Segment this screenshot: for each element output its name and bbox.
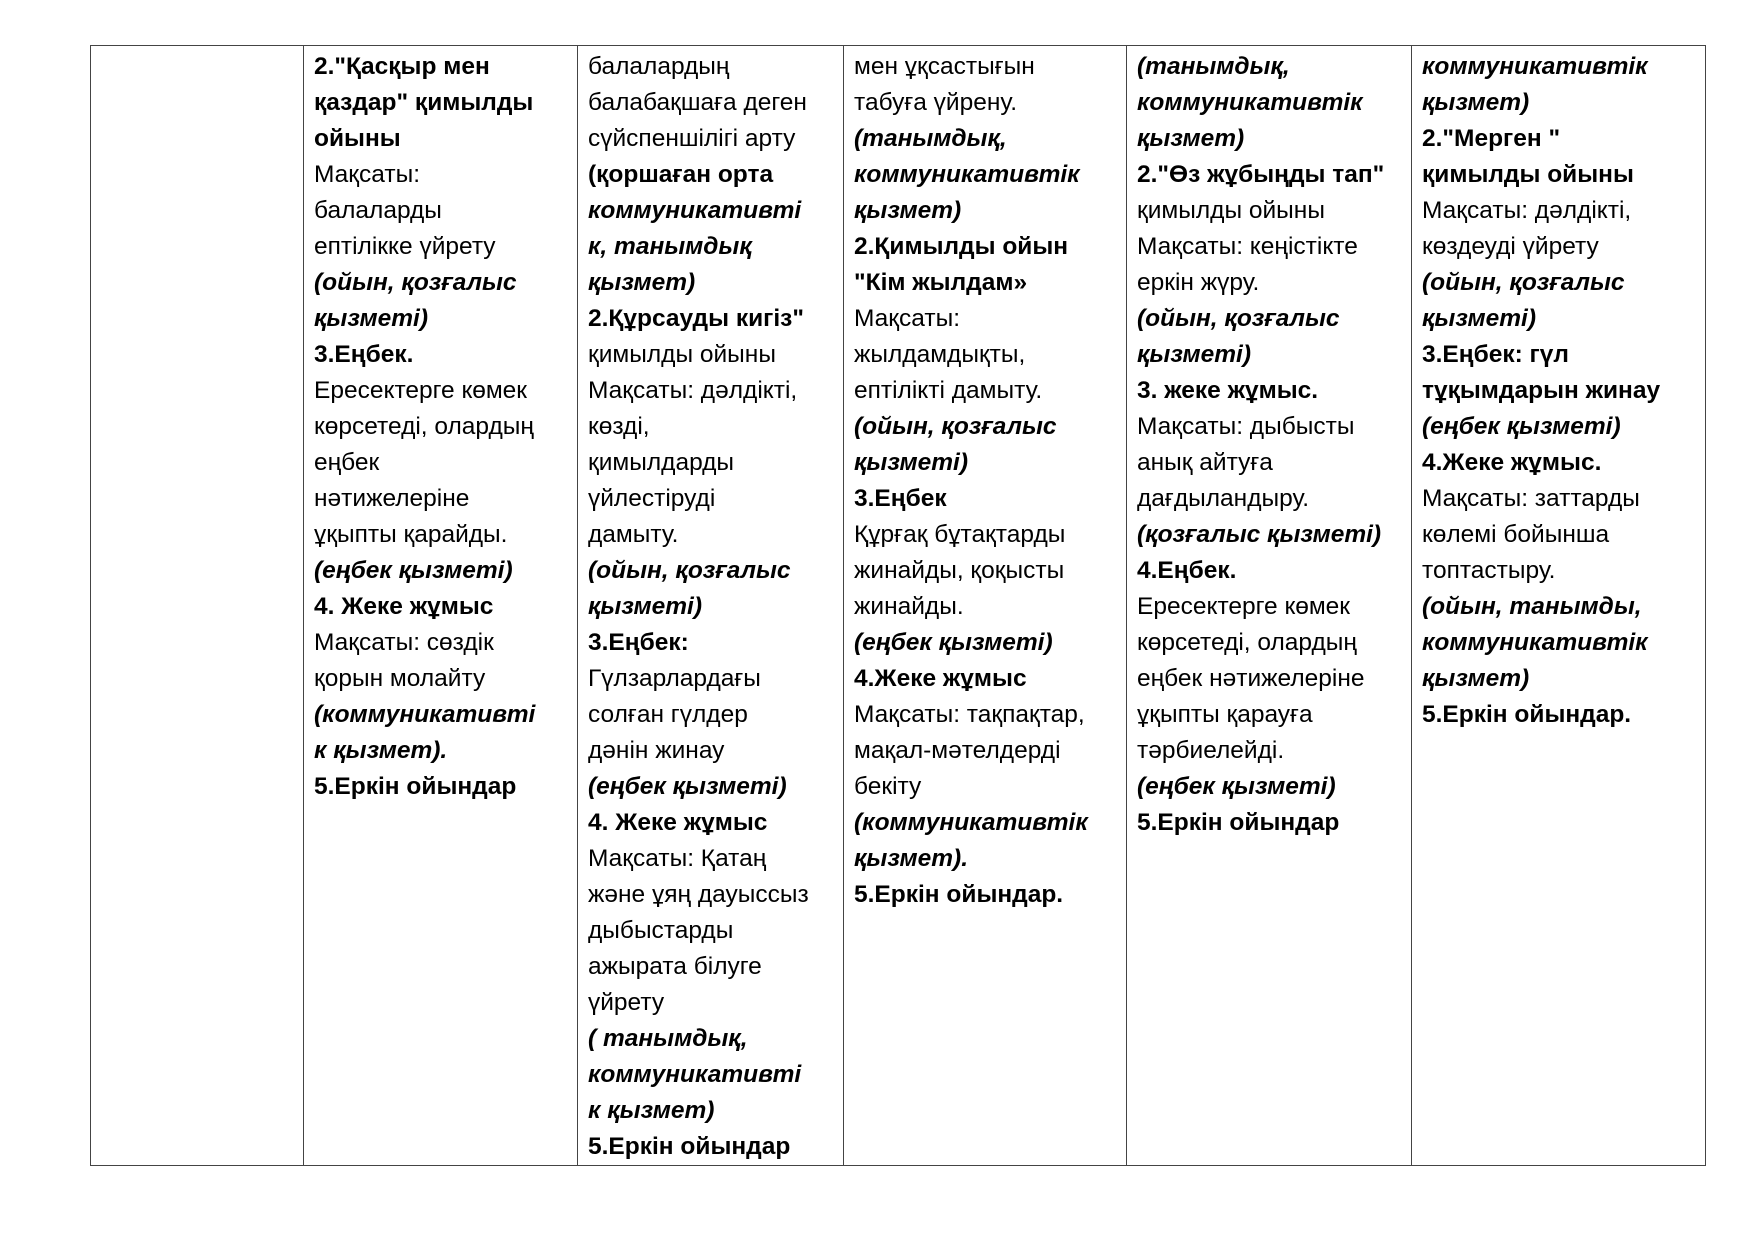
cell-text-line: қызметі): [1137, 341, 1252, 368]
table-cell-day-4: [1127, 46, 1412, 1166]
table-cell-label-column: [91, 46, 304, 1166]
table-cell-day-2: [578, 46, 844, 1166]
cell-text-line: Мақсаты: дәлдікті,: [588, 377, 798, 404]
cell-text-line: (ойын, қозғалыс: [1137, 305, 1340, 332]
cell-text-line: к қызмет).: [314, 737, 448, 764]
cell-text-line: анық айтуға: [1137, 449, 1273, 476]
cell-text-line: ( танымдық,: [588, 1025, 748, 1052]
cell-text-line: тұқымдарын жинау: [1422, 377, 1661, 404]
cell-text-line: қимылды ойыны: [588, 341, 776, 368]
cell-text-line: қимылды ойыны: [1137, 197, 1325, 224]
cell-text-line: еркін жүру.: [1137, 269, 1260, 296]
cell-text-line: (танымдық,: [1137, 53, 1290, 80]
cell-text-line: ептілікті дамыту.: [854, 377, 1043, 404]
cell-text-line: қызметі): [854, 449, 969, 476]
cell-text-line: к қызмет): [588, 1097, 715, 1124]
cell-text-line: дамыту.: [588, 521, 679, 548]
cell-text-line: ұқыпты қарайды.: [314, 521, 508, 548]
cell-text-line: ұқыпты қарауға: [1137, 701, 1313, 728]
cell-text-line: (еңбек қызметі): [1422, 413, 1621, 440]
cell-text-line: (еңбек қызметі): [588, 773, 787, 800]
cell-text-line: мақал-мәтелдерді: [854, 737, 1061, 764]
cell-text-line: Мақсаты: Қатаң: [588, 845, 767, 872]
cell-text-line: ажырата білуге: [588, 953, 762, 980]
cell-text-line: қорын молайту: [314, 665, 486, 692]
cell-text-line: үйлестіруді: [588, 485, 716, 512]
cell-text-line: 2."Қасқыр мен: [314, 53, 490, 80]
cell-text-line: к, танымдық: [588, 233, 752, 260]
cell-text-line: 4. Жеке жұмыс: [588, 809, 768, 836]
cell-text-line: 5.Еркін ойындар: [588, 1133, 791, 1160]
cell-text-line: (қоршаған орта: [588, 161, 774, 188]
cell-text-line: 2.Қимылды ойын: [854, 233, 1069, 260]
cell-text-line: дыбыстарды: [588, 917, 734, 944]
cell-text-line: (еңбек қызметі): [854, 629, 1053, 656]
cell-text-line: "Кім жылдам»: [854, 269, 1028, 296]
cell-text-line: (ойын, қозғалыс: [1422, 269, 1625, 296]
cell-text-line: (еңбек қызметі): [314, 557, 513, 584]
cell-text-line: 4.Жеке жұмыс: [854, 665, 1027, 692]
cell-text-line: 5.Еркін ойындар: [1137, 809, 1340, 836]
cell-text-line: 2.Құрсауды кигіз": [588, 305, 804, 332]
cell-text-line: көздеуді үйрету: [1422, 233, 1599, 260]
table-row: [91, 46, 1706, 1166]
cell-text-line: 3.Еңбек:: [588, 629, 689, 656]
cell-text-line: жылдамдықты,: [854, 341, 1026, 368]
cell-text-line: көрсетеді, олардың: [1137, 629, 1357, 656]
cell-text-line: қимылды ойыны: [1422, 161, 1634, 188]
cell-text-line: балаларды: [314, 197, 442, 224]
cell-text-line: Мақсаты: кеңістікте: [1137, 233, 1358, 260]
cell-text-line: ойыны: [314, 125, 401, 152]
cell-text-line: қызметі): [588, 593, 703, 620]
table-cell-day-3: [844, 46, 1127, 1166]
cell-text-line: еңбек: [314, 449, 380, 476]
cell-text-line: қызмет): [854, 197, 962, 224]
cell-text-line: (ойын, қозғалыс: [588, 557, 791, 584]
cell-text-line: Мақсаты:: [314, 161, 421, 188]
cell-text-line: 4.Еңбек.: [1137, 557, 1237, 584]
cell-text-line: коммуникативті: [588, 197, 802, 224]
cell-text-line: ептілікке үйрету: [314, 233, 496, 260]
table-cell-day-5: [1412, 46, 1706, 1166]
cell-text-line: Мақсаты: тақпақтар,: [854, 701, 1085, 728]
cell-text-line: (еңбек қызметі): [1137, 773, 1336, 800]
cell-text-line: еңбек нәтижелеріне: [1137, 665, 1365, 692]
cell-text-line: 5.Еркін ойындар.: [854, 881, 1064, 908]
cell-text-line: қызмет): [1422, 89, 1530, 116]
cell-text-line: Құрғақ бұтақтарды: [854, 521, 1066, 548]
cell-text-line: қызмет): [1137, 125, 1245, 152]
table-cell-day-1: [304, 46, 578, 1166]
cell-text-line: солған гүлдер: [588, 701, 748, 728]
cell-text-line: қаздар" қимылды: [314, 89, 534, 116]
cell-text-line: көзді,: [588, 413, 650, 440]
cell-text-line: қызмет): [588, 269, 696, 296]
cell-text-line: Мақсаты: заттарды: [1422, 485, 1640, 512]
cell-text-line: көрсетеді, олардың: [314, 413, 534, 440]
schedule-table: [90, 45, 1706, 1166]
cell-text-line: табуға үйрену.: [854, 89, 1018, 116]
cell-text-line: (танымдық,: [854, 125, 1007, 152]
cell-text-line: (ойын, қозғалыс: [314, 269, 517, 296]
cell-text-line: (ойын, танымды,: [1422, 593, 1642, 620]
cell-text-line: қимылдарды: [588, 449, 735, 476]
cell-text-line: (коммуникативті: [314, 701, 536, 728]
cell-text-line: дағдыландыру.: [1137, 485, 1310, 512]
cell-text-line: қызмет): [1422, 665, 1530, 692]
cell-text-line: 2."Өз жұбыңды тап": [1137, 161, 1385, 188]
cell-text-line: жинайды, қоқысты: [854, 557, 1065, 584]
cell-text-line: Ересектерге көмек: [314, 377, 528, 404]
cell-text-line: Гүлзарлардағы: [588, 665, 761, 692]
cell-text-line: жинайды.: [854, 593, 964, 620]
cell-text-line: тәрбиелейді.: [1137, 737, 1285, 764]
cell-text-line: үйрету: [588, 989, 665, 1016]
cell-text-line: коммуникативтік: [854, 161, 1080, 188]
cell-text-line: коммуникативтік: [1137, 89, 1363, 116]
cell-text-line: және ұяң дауыссыз: [588, 881, 809, 908]
cell-text-line: 3.Еңбек: [854, 485, 947, 512]
cell-text-line: коммуникативтік: [1422, 53, 1648, 80]
cell-text-line: 3.Еңбек: гүл: [1422, 341, 1569, 368]
cell-text-line: Мақсаты: дыбысты: [1137, 413, 1355, 440]
cell-text-line: 2."Мерген ": [1422, 125, 1561, 152]
cell-text-line: Мақсаты: дәлдікті,: [1422, 197, 1632, 224]
cell-text-line: 4. Жеке жұмыс: [314, 593, 494, 620]
cell-text-line: Ересектерге көмек: [1137, 593, 1351, 620]
cell-text-line: бекіту: [854, 773, 922, 800]
cell-text-line: 5.Еркін ойындар.: [1422, 701, 1632, 728]
cell-text-line: қызметі): [1422, 305, 1537, 332]
cell-text-line: коммуникативтік: [1422, 629, 1648, 656]
cell-text-line: топтастыру.: [1422, 557, 1556, 584]
cell-text-line: 3. жеке жұмыс.: [1137, 377, 1319, 404]
cell-text-line: балалардың: [588, 53, 730, 80]
cell-text-line: қызмет).: [854, 845, 969, 872]
cell-text-line: Мақсаты:: [854, 305, 961, 332]
cell-text-line: сүйспеншілігі арту: [588, 125, 796, 152]
cell-text-line: (коммуникативтік: [854, 809, 1088, 836]
cell-text-line: балабақшаға деген: [588, 89, 807, 116]
cell-text-line: Мақсаты: сөздік: [314, 629, 494, 656]
cell-text-line: 4.Жеке жұмыс.: [1422, 449, 1602, 476]
cell-text-line: 3.Еңбек.: [314, 341, 414, 368]
cell-text-line: (ойын, қозғалыс: [854, 413, 1057, 440]
cell-text-line: нәтижелеріне: [314, 485, 470, 512]
cell-text-line: 5.Еркін ойындар: [314, 773, 517, 800]
cell-text-line: көлемі бойынша: [1422, 521, 1610, 548]
cell-text-line: мен ұқсастығын: [854, 53, 1035, 80]
cell-text-line: қызметі): [314, 305, 429, 332]
cell-text-line: (қозғалыс қызметі): [1137, 521, 1382, 548]
cell-text-line: дәнін жинау: [588, 737, 725, 764]
cell-text-line: коммуникативті: [588, 1061, 802, 1088]
